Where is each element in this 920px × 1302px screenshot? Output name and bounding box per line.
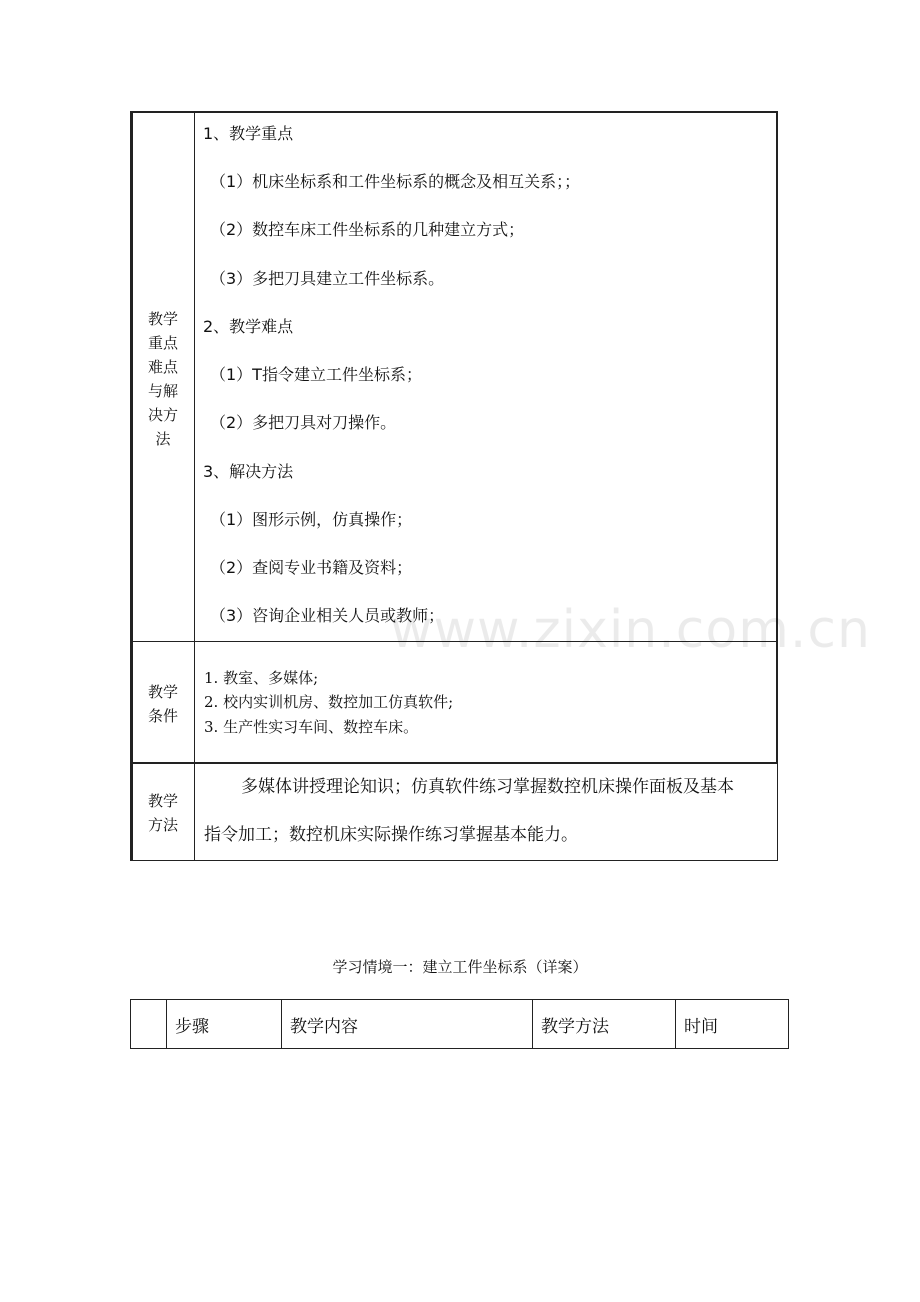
label-line: 教学	[147, 683, 178, 701]
label-line: 法	[155, 430, 171, 448]
condition-item: 1. 教室、多媒体;	[204, 669, 319, 687]
label-line: 难点	[147, 358, 178, 376]
method-text-line1: 多媒体讲授理论知识；仿真软件练习掌握数控机床操作面板及基本	[241, 777, 734, 797]
section-subtitle: 学习情境一：建立工件坐标系（详案）	[332, 958, 588, 976]
table-border-right-lower	[777, 763, 778, 861]
header-cell-method: 教学方法	[533, 1000, 676, 1049]
label-line: 教学	[147, 792, 178, 810]
label-line: 教学	[147, 310, 178, 328]
method-row-label	[131, 789, 195, 837]
label-line: 条件	[147, 707, 178, 725]
label-line: 重点	[147, 334, 178, 352]
focus-item: （1）图形示例，仿真操作；	[210, 510, 413, 529]
focus-heading-difficulties: 2、教学难点	[203, 317, 294, 336]
label-line: 与解	[147, 382, 178, 400]
focus-heading-key-points: 1、教学重点	[203, 124, 294, 143]
watermark: www.zixin.com.cn	[390, 600, 871, 660]
focus-item: （1）T指令建立工件坐标系；	[210, 365, 422, 384]
header-cell-content: 教学内容	[282, 1000, 533, 1049]
header-cell-blank	[131, 1000, 167, 1049]
condition-item: 2. 校内实训机房、数控加工仿真软件;	[204, 693, 454, 711]
label-line: 决方	[147, 406, 178, 424]
method-text-line2: 指令加工；数控机床实际操作练习掌握基本能力。	[204, 825, 578, 845]
focus-item: （2）多把刀具对刀操作。	[210, 413, 397, 432]
column-divider	[194, 111, 195, 861]
detail-table	[130, 999, 789, 1049]
header-cell-step: 步骤	[167, 1000, 282, 1049]
focus-item: （3）多把刀具建立工件坐标系。	[210, 269, 445, 288]
conditions-row-label	[131, 680, 195, 728]
header-cell-time: 时间	[676, 1000, 789, 1049]
label-line: 方法	[147, 816, 178, 834]
row-divider-2	[130, 762, 778, 764]
table-border-bottom	[130, 860, 778, 861]
table-border-left	[130, 111, 133, 861]
focus-item: （2）数控车床工件坐标系的几种建立方式；	[210, 220, 525, 239]
focus-item: （1）机床坐标系和工件坐标系的概念及相互关系；；	[210, 172, 581, 191]
focus-heading-solutions: 3、解决方法	[203, 462, 294, 481]
focus-item: （3）咨询企业相关人员或教师；	[210, 606, 445, 625]
table-header-row	[131, 1000, 789, 1049]
table-border-top	[130, 111, 778, 113]
table-border-right	[776, 111, 778, 763]
condition-item: 3. 生产性实习车间、数控车床。	[204, 718, 419, 736]
focus-item: （2）查阅专业书籍及资料；	[210, 558, 413, 577]
focus-row-label	[131, 307, 195, 451]
